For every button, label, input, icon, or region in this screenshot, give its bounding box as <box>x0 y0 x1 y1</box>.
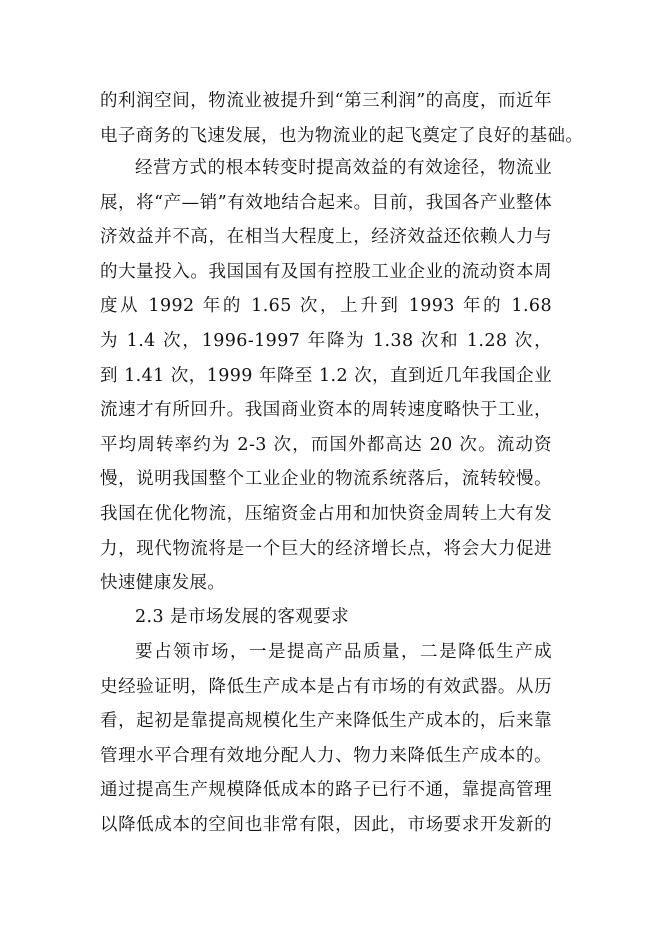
paragraph-2-line-8: 流速才有所回升。我国商业资本的周转速度略快于工业， <box>100 400 552 421</box>
paragraph-2-line-5: 度从 1992 年的 1.65 次，上升到 1993 年的 1.68 <box>100 296 552 317</box>
paragraph-2-line-3: 济效益并不高，在相当大程度上，经济效益还依赖人力与 <box>100 227 552 248</box>
paragraph-2-line-1: 经营方式的根本转变时提高效益的有效途径，物流业 <box>135 158 552 178</box>
paragraph-2-line-4: 的大量投入。我国国有及国有控股工业企业的流动资本周 <box>100 261 552 282</box>
paragraph-2-line-2: 展，将“产—销”有效地结合起来。目前，我国各产业整体 <box>100 192 552 213</box>
paragraph-3 <box>100 635 552 843</box>
paragraph-3-line-6: 以降低成本的空间也非常有限，因此，市场要求开发新的 <box>100 814 552 835</box>
paragraph-2-line-10: 慢，说明我国整个工业企业的物流系统落后，流转较慢。 <box>100 469 552 490</box>
paragraph-2-line-11: 我国在优化物流，压缩资金占用和加快资金周转上大有发 <box>100 503 552 524</box>
paragraph-2 <box>100 151 552 601</box>
paragraph-2-line-9: 平均周转率约为 2-3 次，而国外都高达 20 次。流动资 <box>100 434 552 455</box>
paragraph-3-line-1: 要占领市场，一是提高产品质量，二是降低生产成 <box>135 642 552 662</box>
paragraph-1-line-1: 的利润空间，物流业被提升到“第三利润”的高度，而近年 <box>100 91 552 111</box>
paragraph-3-line-3: 看，起初是靠提高规模化生产来降低生产成本的，后来靠 <box>100 711 552 732</box>
paragraph-2-line-13: 快速健康发展。 <box>100 573 226 594</box>
paragraph-3-line-5: 通过提高生产规模降低成本的路子已行不通，靠提高管理 <box>100 780 552 801</box>
paragraph-2-line-7: 到 1.41 次，1999 年降至 1.2 次，直到近几年我国企业 <box>100 365 552 386</box>
paragraph-2-line-12: 力，现代物流将是一个巨大的经济增长点，将会大力促进 <box>100 538 552 559</box>
paragraph-3-line-2: 史经验证明，降低生产成本是占有市场的有效武器。从历 <box>100 676 552 697</box>
paragraph-1 <box>100 84 584 153</box>
section-heading: 2.3 是市场发展的客观要求 <box>135 607 349 627</box>
section-2-3 <box>100 600 552 635</box>
paragraph-3-line-4: 管理水平合理有效地分配人力、物力来降低生产成本的。 <box>100 745 552 766</box>
paragraph-1-line-2: 电子商务的飞速发展，也为物流业的起飞奠定了良好的基础。 <box>100 125 584 146</box>
paragraph-2-line-6: 为 1.4 次，1996-1997 年降为 1.38 次和 1.28 次， <box>100 330 552 351</box>
